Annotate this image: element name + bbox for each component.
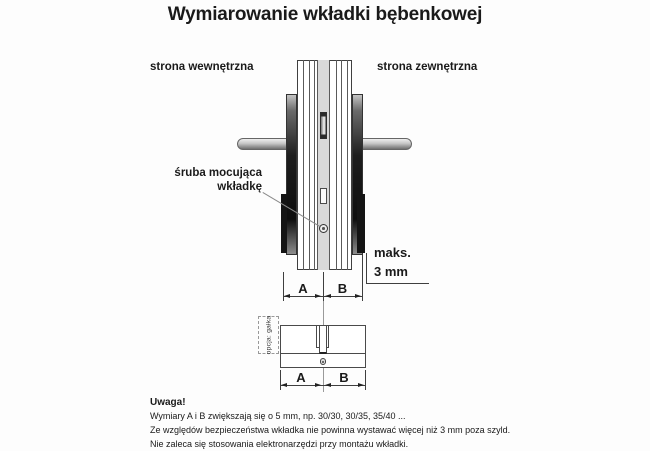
door-layer-line bbox=[303, 60, 304, 270]
dim-label-a-upper: A bbox=[298, 281, 308, 296]
dim-label-b-upper: B bbox=[337, 281, 348, 296]
label-outer-side: strona zewnętrzna bbox=[377, 61, 478, 73]
door-layer-line bbox=[341, 60, 342, 270]
label-max-protrusion: maks. 3 mm bbox=[374, 245, 411, 279]
spindle-left bbox=[237, 138, 290, 151]
notes-line: Nie zaleca się stosowania elektronarzędzi przy montażu wkładki. bbox=[150, 439, 409, 449]
notes-line: Ze względów bezpieczeństwa wkładka nie powinna wystawać więcej niż 3 mm poza szyld. bbox=[150, 425, 511, 435]
dim-label-a-lower: A bbox=[296, 370, 306, 385]
notes-block bbox=[150, 396, 510, 451]
door-layer-line bbox=[309, 60, 310, 270]
door-layer-line bbox=[347, 60, 348, 270]
dim-label-b-lower: B bbox=[339, 370, 349, 385]
knob-option-box bbox=[258, 316, 279, 354]
notes-line: Wymiary A i B zwiększają się o 5 mm, np. 30/30, 30/35, 35/40 ... bbox=[150, 411, 406, 421]
escutcheon-inner bbox=[286, 94, 297, 256]
dim-line-lower bbox=[280, 385, 366, 386]
door-layer-line bbox=[314, 60, 315, 270]
cylinder-channel bbox=[317, 60, 330, 270]
max-protrusion-hline bbox=[366, 283, 429, 284]
notes-heading: Uwaga! bbox=[150, 397, 186, 408]
screw-channel bbox=[320, 188, 328, 204]
label-inner-side: strona wewnętrzna bbox=[150, 61, 254, 73]
screw-hole-dot bbox=[322, 361, 324, 363]
cylinder-end-outer bbox=[357, 194, 365, 253]
screw-center-dot bbox=[322, 227, 325, 230]
keyway-pin bbox=[320, 112, 327, 139]
screw-head bbox=[319, 224, 329, 234]
door-layer-line bbox=[336, 60, 337, 270]
max-protrusion-vline bbox=[366, 253, 367, 283]
page-title: Wymiarowanie wkładki bębenkowej bbox=[167, 4, 483, 25]
dim-line-upper bbox=[283, 296, 362, 297]
cam-notch-inner bbox=[319, 326, 327, 354]
cylinder-screw-hole bbox=[320, 358, 327, 365]
label-knob-option: opcja: gałka bbox=[265, 315, 272, 355]
spindle-right bbox=[360, 138, 412, 151]
label-mounting-screw: śruba mocująca wkładkę bbox=[174, 167, 262, 193]
